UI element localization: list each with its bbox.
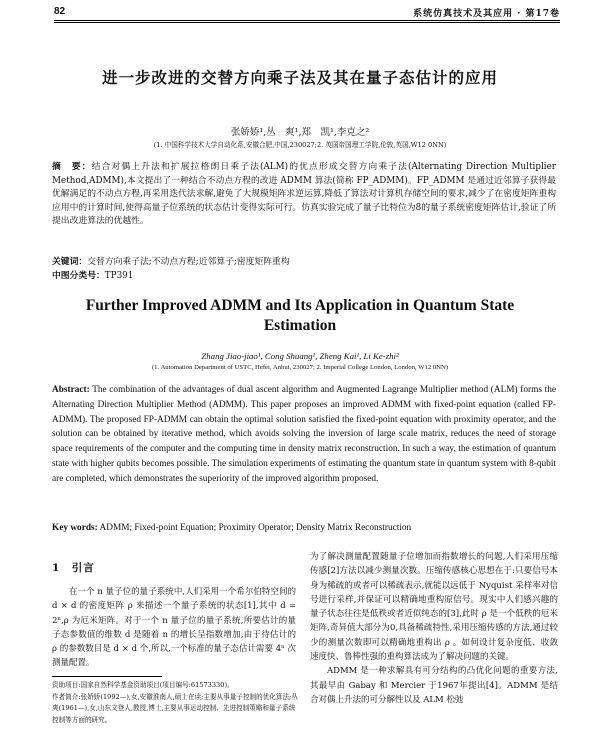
chinese-classification — [52, 270, 556, 283]
chinese-authors: 张娇娇¹,丛 爽¹,郑 凯¹,李克之² — [230, 127, 370, 138]
chinese-affiliation: (1. 中国科学技术大学自动化系,安徽合肥,中国,230027;2. 英国帝国理工学院,伦敦,英国,W12 0NN) — [153, 141, 447, 149]
section-heading: 1 引言 — [52, 562, 95, 574]
english-affiliation: (1. Automation Department of USTC, Hefei, Anhui, 230027; 2. Imperial College London, London, W12 0NN) — [151, 364, 449, 371]
chinese-keywords — [52, 256, 556, 269]
left-column — [52, 558, 296, 671]
footnote-funding: 资助项目:国家自然科学基金资助项目(项目编号:61573330)。 — [52, 681, 234, 689]
chinese-abstract — [52, 161, 556, 229]
chinese-abstract-text: 结合对偶上升法和扩展拉格朗日乘子法(ALM)的优点形成交替方向乘子法(Alternating Direction Multiplier Method,ADMM),本文提出了一种结合不动点方程的改进 ADMM 算法(简称 FP_ADMM)。FP_ADMM 是通过近邻算子获得最优解满足的不动点方程,再采用迭代法求解,避免了大规模矩阵求逆运算,降低了算法对计算机存储空间的要求,减少了在密度矩阵重构应用中的计算时间,使得高量子位系统的状态估计变得实际可行。仿真实验完成了量子比特位为8的量子系统密度矩阵估计,验证了所提出改进算法的优越性。 — [52, 162, 556, 227]
right-column — [310, 550, 558, 707]
footnote — [52, 680, 298, 726]
left-paragraph: 在一个 n 量子位的量子系统中,人们采用一个希尔伯特空间的 d × d 的密度矩阵 ρ 来描述一个量子系统的状态[1],其中 d = 2ⁿ,ρ 为厄米矩阵。对于一个 n 量子位的量子系统,所要估计的量子态参数值的维数 d 是随着 n 的增长呈指数增加,由于待估计的 ρ 的参数数目是 d × d 个,所以,一个标准的量子态估计需要 4ⁿ 次测量配置。 — [52, 587, 296, 669]
english-keywords-text: ADMM; Fixed-point Equation; Proximity Operator; Density Matrix Reconstruction — [99, 523, 412, 533]
english-abstract — [52, 383, 556, 487]
english-abstract-text: The combination of the advantages of dual ascent algorithm and Augmented Lagrange Multiplier method (ALM) forms the Alternating Direction Multiplier Method (ADMM). This paper proposes an improved ADMM with fixed-point equation (called FP-ADMM). The proposed FP-ADMM can obtain the optimal solution satisfied the fixed-point equation with proximity operator, and the solution can be obtained by iterative method, which avoids solving the inversion of large scale matrix, reduces the need of storage space requirements of the computer and the computing time in density matrix reconstruction. In such a way, the estimation of quantum state with higher qubits becomes possible. The simulation experiments of estimating the quantum state in quantum system with 8-qubit are completed, which demonstrates the superiority of the improved algorithm proposed. — [52, 385, 556, 484]
chinese-abstract-label: 摘 要： — [52, 162, 92, 172]
english-abstract-label: Abstract: — [52, 385, 90, 395]
right-paragraph-1: 为了解决测量配置随量子位增加而指数增长的问题,人们采用压缩传感[2]方法以减少测量次数。压缩传感核心思想在于:只要信号本身为稀疏的或者可以稀疏表示,就能以远低于 Nyquist 采样率对信号进行采样,并保证可以精确地重构原信号。现实中人们感兴趣的量子状态往往是低秩或者近似纯态的[3],此时 ρ 是一个低秩的厄米矩阵,奇异值大部分为0,具备稀疏特性,采用压缩传感的方法,通过较少的测量次数即可以精确地重构出 ρ 。如何设计复杂度低、收敛速度快、鲁棒性强的重构算法成为了解决问题的关键。 — [310, 552, 558, 663]
english-keywords-label: Key words: — [52, 523, 98, 533]
header-rule-secondary — [54, 22, 560, 23]
chinese-keywords-label: 关键词： — [52, 257, 88, 267]
chinese-title: 进一步改进的交替方向乘子法及其在量子态估计的应用 — [101, 68, 498, 87]
english-keywords — [52, 523, 556, 533]
page-number: 82 — [54, 6, 66, 17]
classification-label: 中图分类号： — [52, 271, 105, 281]
footnote-rule — [52, 676, 162, 677]
journal-name: 系统仿真技术及其应用 · 第17卷 — [413, 9, 560, 19]
chinese-keywords-text: 交替方向乘子法;不动点方程;近邻算子;密度矩阵重构 — [87, 257, 290, 267]
classification-number: TP391 — [104, 271, 134, 281]
english-authors: Zhang Jiao-jiao¹, Cong Shuang¹, Zheng Kai¹, Li Ke-zhi² — [201, 351, 399, 361]
right-paragraph-2: ADMM 是一种求解具有可分结构的凸优化问题的重要方法,其最早由 Gabay 和 Mercier 于1967年提出[4]。ADMM 是结合对偶上升法的可分解性以及 ALM 松弛 — [310, 666, 558, 705]
header-rule — [54, 20, 560, 21]
english-title: Further Improved ADMM and Its Application in Quantum State Estimation — [85, 297, 515, 334]
footnote-author-bio: 作者简介:张娇娇(1992—),女,安徽淮南人,硕士在读;主要从事量子控制的优化算法;丛爽(1961—),女,山东文登人,教授,博士,主要从事运动控制、先进控制策略和量子系统控制等方面的研究。 — [52, 692, 298, 724]
